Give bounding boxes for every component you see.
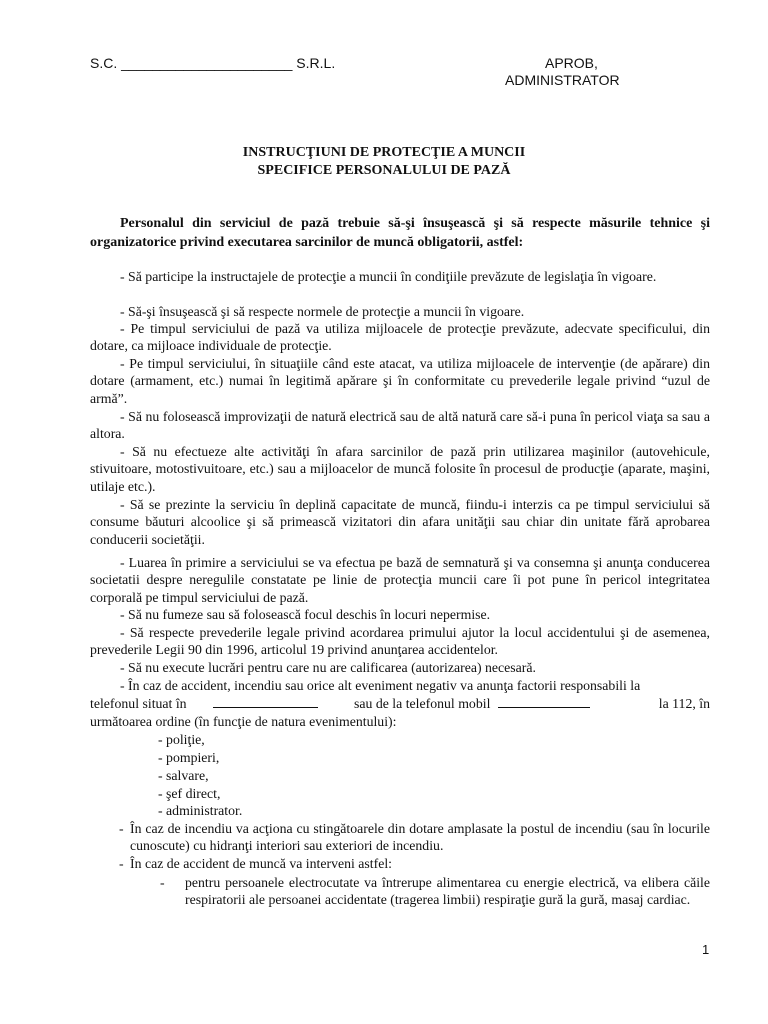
accident-paragraph-line-1: - În caz de accident, incendiu sau orice alt eveniment negativ va anunţa factorii responsabili la [120, 678, 641, 693]
instruction-paragraph: - Să nu efectueze alte activităţi în afara sarcinilor de pază prin utilizarea maşinilor (autovehicule, stivuitoare, motostivuitoare, etc.) sau a mijloacelor de muncă folosite în procesul de producţie (aparate, maşini, utilaje etc.). [90, 444, 710, 494]
phone-mobile-blank [498, 694, 590, 708]
instruction-paragraph: - Să-şi însuşească şi să respecte normele de protecţie a muncii în vigoare. [120, 304, 525, 319]
contact-item: - şef direct, [158, 786, 221, 801]
bullet-text: În caz de incendiu va acţiona cu stingătoarele din dotare amplasate la postul de incendiu (sau în locurile cunoscute) cu hidranţi interiori sau exteriori de incendiu. [130, 821, 710, 854]
bullet-dash: - [119, 821, 124, 836]
instruction-paragraph: - Să participe la instructajele de protecţie a muncii în condiţiile prevăzute de legislaţia în vigoare. [120, 269, 657, 284]
accident-emergency-number: la 112, în [658, 696, 710, 711]
instruction-paragraph: - Să nu folosească improvizaţii de natură electrică sau de altă natură care să-i puna în pericol viaţa sa sau a altora. [90, 409, 710, 442]
instruction-paragraph: - Pe timpul serviciului de pază va utiliza mijloacele de protecţie prevăzute, adecvate specificului, din dotare, ca mijloace individuale de protecţie. [90, 321, 710, 354]
accident-paragraph-line-3: următoarea ordine (în funcţie de natura evenimentului): [90, 714, 397, 729]
intro-paragraph: Personalul din serviciul de pază trebuie să-şi însuşească şi să respecte măsurile tehnice şi organizatorice privind executarea sarcinilor de muncă obligatorii, astfel: [90, 216, 710, 250]
bullet-text: În caz de accident de muncă va interveni astfel: [130, 856, 393, 871]
page-number: 1 [702, 942, 710, 957]
sub-bullet-item [160, 874, 710, 909]
accident-mobile-label: sau de la telefonul mobil [354, 696, 491, 711]
instruction-paragraph: - Să se prezinte la serviciu în deplină capacitate de muncă, fiindu-i interzis ca pe timpul serviciului să consume băuturi alcoolice şi să primească vizitatori din afara unităţii sau chiar din unitate fără aprobarea conducerii societăţii. [90, 497, 710, 547]
instruction-paragraph: - Să nu execute lucrări pentru care nu are calificarea (autorizarea) necesară. [120, 660, 536, 675]
bullet-item [119, 820, 710, 855]
instruction-paragraph: - Luarea în primire a serviciului se va efectua pe bază de semnatură şi va consemna şi anunţa conducerea societatii despre neregulile constatate pe linie de protecţia muncii care îi pot pune în pericol integritatea corporală pe timpul serviciului de pază. [90, 555, 710, 605]
sub-bullet-text: pentru persoanele electrocutate va întrerupe alimentarea cu energie electrică, va elibera căile respiratorii ale persoanei accidentate (tragerea limbii) respiraţie gură la gură, masaj cardiac. [185, 875, 710, 908]
accident-phone-label: telefonul situat în [90, 696, 187, 711]
bullet-item [119, 855, 710, 872]
sub-bullet-dash: - [160, 875, 165, 890]
instruction-paragraph: - Pe timpul serviciului, în situaţiile când este atacat, va utiliza mijloacele de intervenţie (de apărare) din dotare (armament, etc.) numai în legitimă apărare şi în conformitate cu prevederile legale privind “uzul de armă”. [90, 356, 710, 406]
contact-item: - poliţie, [158, 732, 205, 747]
contact-item: - salvare, [158, 768, 209, 783]
contact-item: - pompieri, [158, 750, 220, 765]
approve-label: APROB, [545, 55, 598, 71]
contact-item: - administrator. [158, 803, 243, 818]
document-title-line-2: SPECIFICE PERSONALULUI DE PAZĂ [257, 163, 511, 178]
document-title-line-1: INSTRUCŢIUNI DE PROTECŢIE A MUNCII [242, 145, 526, 160]
company-line: S.C. ______________________ S.R.L. [90, 55, 336, 71]
instruction-paragraph: - Să respecte prevederile legale privind acordarea primului ajutor la locul accidentului şi de asemenea, prevederile Legii 90 din 1996, articolul 19 privind anunţarea accidentelor. [90, 625, 710, 658]
bullet-dash: - [119, 856, 124, 871]
administrator-label: ADMINISTRATOR [505, 72, 620, 88]
instruction-paragraph: - Să nu fumeze sau să folosească focul deschis în locuri nepermise. [120, 607, 491, 622]
phone-fixed-blank [213, 694, 318, 708]
